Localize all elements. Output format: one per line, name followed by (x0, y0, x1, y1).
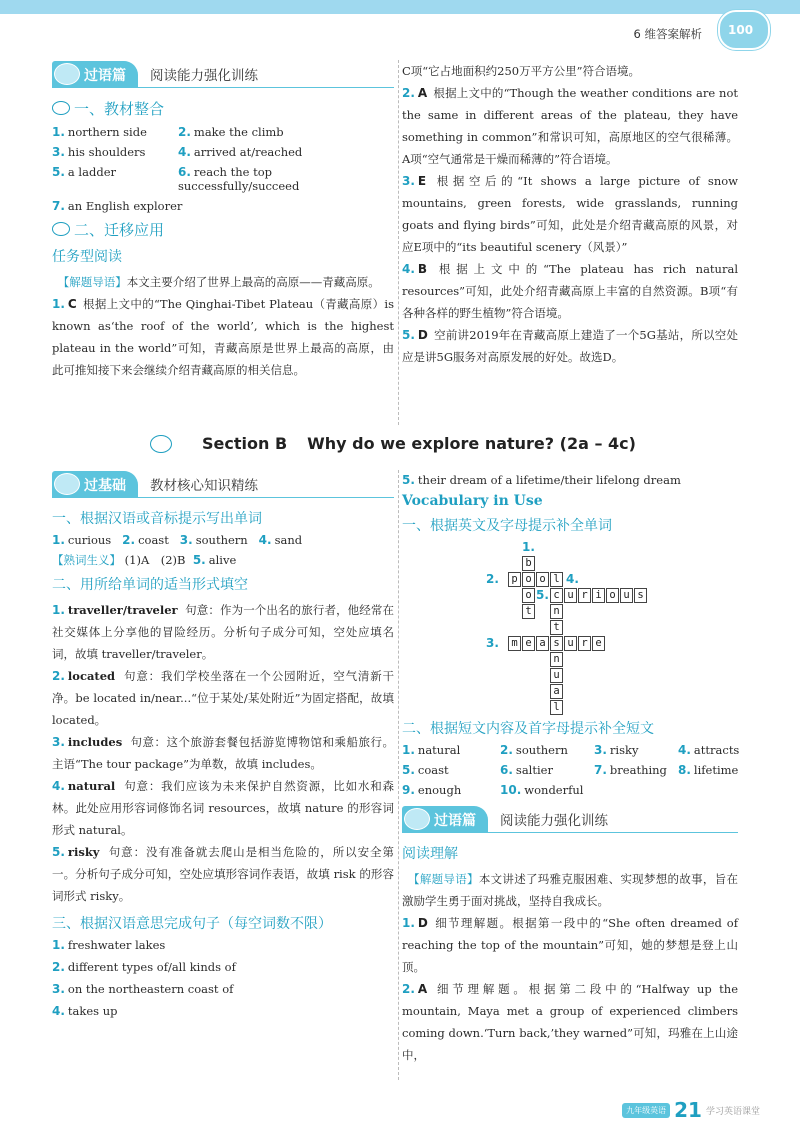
leaf-icon (52, 101, 70, 115)
word-item: 9. enough (402, 783, 462, 797)
sentence-item: 1. freshwater lakes (52, 938, 166, 952)
crossword-cell: e (522, 636, 535, 651)
guide-paragraph: 【解题导语】本文讲述了玛雅克服困难、实现梦想的故事，旨在激励学生勇于面对挑战，坚持自我成长。 (402, 872, 739, 908)
crossword-cell: u (564, 588, 577, 603)
word-item: 8. lifetime (678, 763, 739, 777)
continued-text: C项“它占地面积约250万平方公里”符合语境。 (402, 64, 641, 78)
question-explanation: 1. D 细节理解题。根据第一段中的“She often dreamed of reaching the top of the mountain”可知，她的梦想是登上山顶。 (402, 916, 738, 974)
crossword-cell: a (536, 636, 549, 651)
watermark: 学习英语课堂 (705, 1106, 760, 1117)
question-explanation: 4. B 根据上文中的“The plateau has rich natural resources”可知，此处介绍青藏高原上丰富的自然资源。B项“有各种各样的野生植物”符合语境。 (402, 262, 738, 320)
answer-item: 6. reach the top successfully/succeed (178, 165, 300, 193)
fill-item: 2. located 句意：我们学校坐落在一个公园附近，空气清新干净。be located in/near...“位于某处/某处附近”为固定搭配，故填 located。 (52, 669, 395, 727)
crossword-cell: r (578, 588, 591, 603)
crossword-cell: o (522, 588, 535, 603)
crossword-cell: b (522, 556, 535, 571)
section-heading: 三、根据汉语意思完成句子（每空词数不限） (52, 916, 332, 932)
logo-text: 100 (728, 23, 754, 37)
answer-item: 5. their dream of a lifetime/their lifelong dream (402, 473, 681, 487)
column-divider (398, 60, 399, 425)
word-item: 7. breathing (594, 763, 667, 777)
owl-icon (404, 808, 430, 830)
crossword-cell: o (522, 572, 535, 587)
crossword-number: 3. (486, 636, 499, 650)
section-heading: 一、根据汉语或音标提示写出单词 (52, 511, 262, 527)
crossword-cell: t (550, 620, 563, 635)
crossword-number: 2. (486, 572, 499, 586)
crossword-cell: c (550, 588, 563, 603)
top-left-column (52, 60, 394, 381)
crossword-cell: m (508, 636, 521, 651)
page-number: 21 (674, 1098, 702, 1122)
section-heading: 二、用所给单词的适当形式填空 (52, 577, 248, 593)
owl-logo-icon (718, 10, 770, 50)
crossword-cell: a (550, 684, 563, 699)
question-explanation: 3. E 根据空后的“It shows a large picture of snow mountains, green forests, wide grasslands, running goats and flying birds”可知，此处是介绍青藏高原的风景，对应E项中的“its beautiful scenery（风景）” (402, 174, 738, 254)
crossword-cell: n (550, 652, 563, 667)
crossword-number: 1. (522, 540, 535, 554)
sentence-answers (52, 938, 394, 1018)
fill-item: 4. natural 句意：我们应该为未来保护自然资源，比如水和森林。此处应用形容词修饰名词 resources，故填 nature 的形容词形式 natural。 (52, 779, 395, 837)
owl-icon (54, 63, 80, 85)
bottom-left-column (52, 470, 394, 1026)
banner-tag: 过语篇 (52, 61, 138, 87)
page-footer (622, 1098, 760, 1122)
sub-heading: 任务型阅读 (52, 249, 122, 265)
section-heading: 二、迁移应用 (52, 219, 394, 240)
word-grid (402, 743, 738, 797)
section-title: Why do we explore nature? (2a – 4c) (307, 434, 636, 453)
sentence-item: 2. different types of/all kinds of (52, 960, 236, 974)
crossword-cell: l (550, 700, 563, 715)
banner-subtitle: 阅读能力强化训练 (500, 812, 608, 829)
crossword-cell: u (620, 588, 633, 603)
sub-heading: 阅读理解 (402, 846, 458, 862)
leaf-icon (150, 435, 172, 453)
section-label: Section B (202, 434, 288, 453)
word-item: 6. saltier (500, 763, 553, 777)
basics-banner (52, 470, 394, 498)
word-item: 10. wonderful (500, 783, 584, 797)
crossword-cell: s (634, 588, 647, 603)
word-item: 2. southern (500, 743, 568, 757)
banner-subtitle: 阅读能力强化训练 (150, 67, 258, 84)
crossword-cell: i (592, 588, 605, 603)
crossword-number: 4. (566, 572, 579, 586)
crossword-grid (486, 540, 694, 713)
leaf-icon (52, 222, 70, 236)
crossword-cell: l (550, 572, 563, 587)
crossword-cell: o (536, 572, 549, 587)
guide-paragraph: 【解题导语】本文主要介绍了世界上最高的高原——青藏高原。 (63, 275, 380, 289)
top-stripe (0, 0, 800, 14)
fill-item: 5. risky 句意：没有准备就去爬山是相当危险的，所以安全第一。分析句子成分可知，空处应填形容词作表语，故填 risk 的形容词形式 risky。 (52, 845, 394, 903)
header-label: 6 维答案解析 (633, 27, 702, 41)
answer-item: 4. arrived at/reached (178, 145, 303, 159)
crossword-cell: u (564, 636, 577, 651)
fill-item: 1. traveller/traveler 句意：作为一个出名的旅行者，他经常在社交媒体上分享他的冒险经历。分析句子成分可知，空处应填名词，故填 traveller/traveler。 (52, 603, 394, 661)
sentence-item: 4. takes up (52, 1004, 118, 1018)
familiar-word-line: 【熟词生义】 (1)A (2)B 5. alive (52, 553, 237, 567)
owl-icon (54, 473, 80, 495)
section-b-heading (150, 434, 650, 453)
question-explanation: 2. A 细节理解题。根据第二段中的“Halfway up the mountain, Maya met a group of experienced climbers coming down.‘Turn back,’they warned”可知，玛雅在上山途中， (402, 982, 738, 1062)
section-heading: 一、根据英文及字母提示补全单词 (402, 518, 612, 534)
crossword-cell: o (606, 588, 619, 603)
word-item: 1. natural (402, 743, 461, 757)
question-explanation: 2. A 根据上文中的“Though the weather conditions are not the same in different areas of the plateau, they have something in common”和常识可知，高原地区的空气很稀薄。A项“空气通常是干燥而稀薄的”符合语境。 (402, 86, 738, 166)
word-answers: 1. curious 2. coast 3. southern 4. sand (52, 533, 303, 547)
section-heading: 一、教材整合 (52, 98, 394, 119)
banner-tag: 过基础 (52, 471, 138, 497)
banner-subtitle: 教材核心知识精练 (150, 477, 258, 494)
banner-tag: 过语篇 (402, 806, 488, 832)
reading-banner (52, 60, 394, 88)
crossword-cell: s (550, 636, 563, 651)
vocabulary-heading: Vocabulary in Use (402, 493, 543, 509)
top-right-column (402, 60, 738, 368)
word-item: 5. coast (402, 763, 449, 777)
answer-item: 3. his shoulders (52, 145, 146, 159)
question-explanation: 5. D 空前讲2019年在青藏高原上建造了一个5G基站，所以空处应是讲5G服务对高原发展的好处。故选D。 (402, 328, 738, 364)
crossword-number: 5. (536, 588, 549, 602)
answer-grid (52, 125, 394, 213)
crossword-cell: t (522, 604, 535, 619)
reading-banner (402, 805, 738, 833)
bottom-right-column (402, 470, 738, 1066)
answer-item: 5. a ladder (52, 165, 116, 179)
answer-item: 1. northern side (52, 125, 147, 139)
sentence-item: 3. on the northeastern coast of (52, 982, 234, 996)
section-heading: 二、根据短文内容及首字母提示补全短文 (402, 721, 654, 737)
word-item: 4. attracts (678, 743, 740, 757)
column-divider (398, 470, 399, 1080)
crossword-cell: p (508, 572, 521, 587)
fill-item: 3. includes 句意：这个旅游套餐包括游览博物馆和乘船旅行。主语“The tour package”为单数，故填 includes。 (52, 735, 395, 771)
crossword-cell: e (592, 636, 605, 651)
footer-pill: 九年级英语 (622, 1103, 670, 1118)
crossword-cell: n (550, 604, 563, 619)
answer-item: 2. make the climb (178, 125, 284, 139)
question-explanation: 1. C 根据上文中的“The Qinghai-Tibet Plateau（青藏高原）is known as‘the roof of the world’, which is the highest plateau in the world”可知，青藏高原是世界上最高的高原，由此可推知接下来会继续介绍青藏高原的相关信息。 (52, 297, 394, 377)
crossword-cell: r (578, 636, 591, 651)
answer-item: 7. an English explorer (52, 199, 183, 213)
word-item: 3. risky (594, 743, 639, 757)
crossword-cell: u (550, 668, 563, 683)
